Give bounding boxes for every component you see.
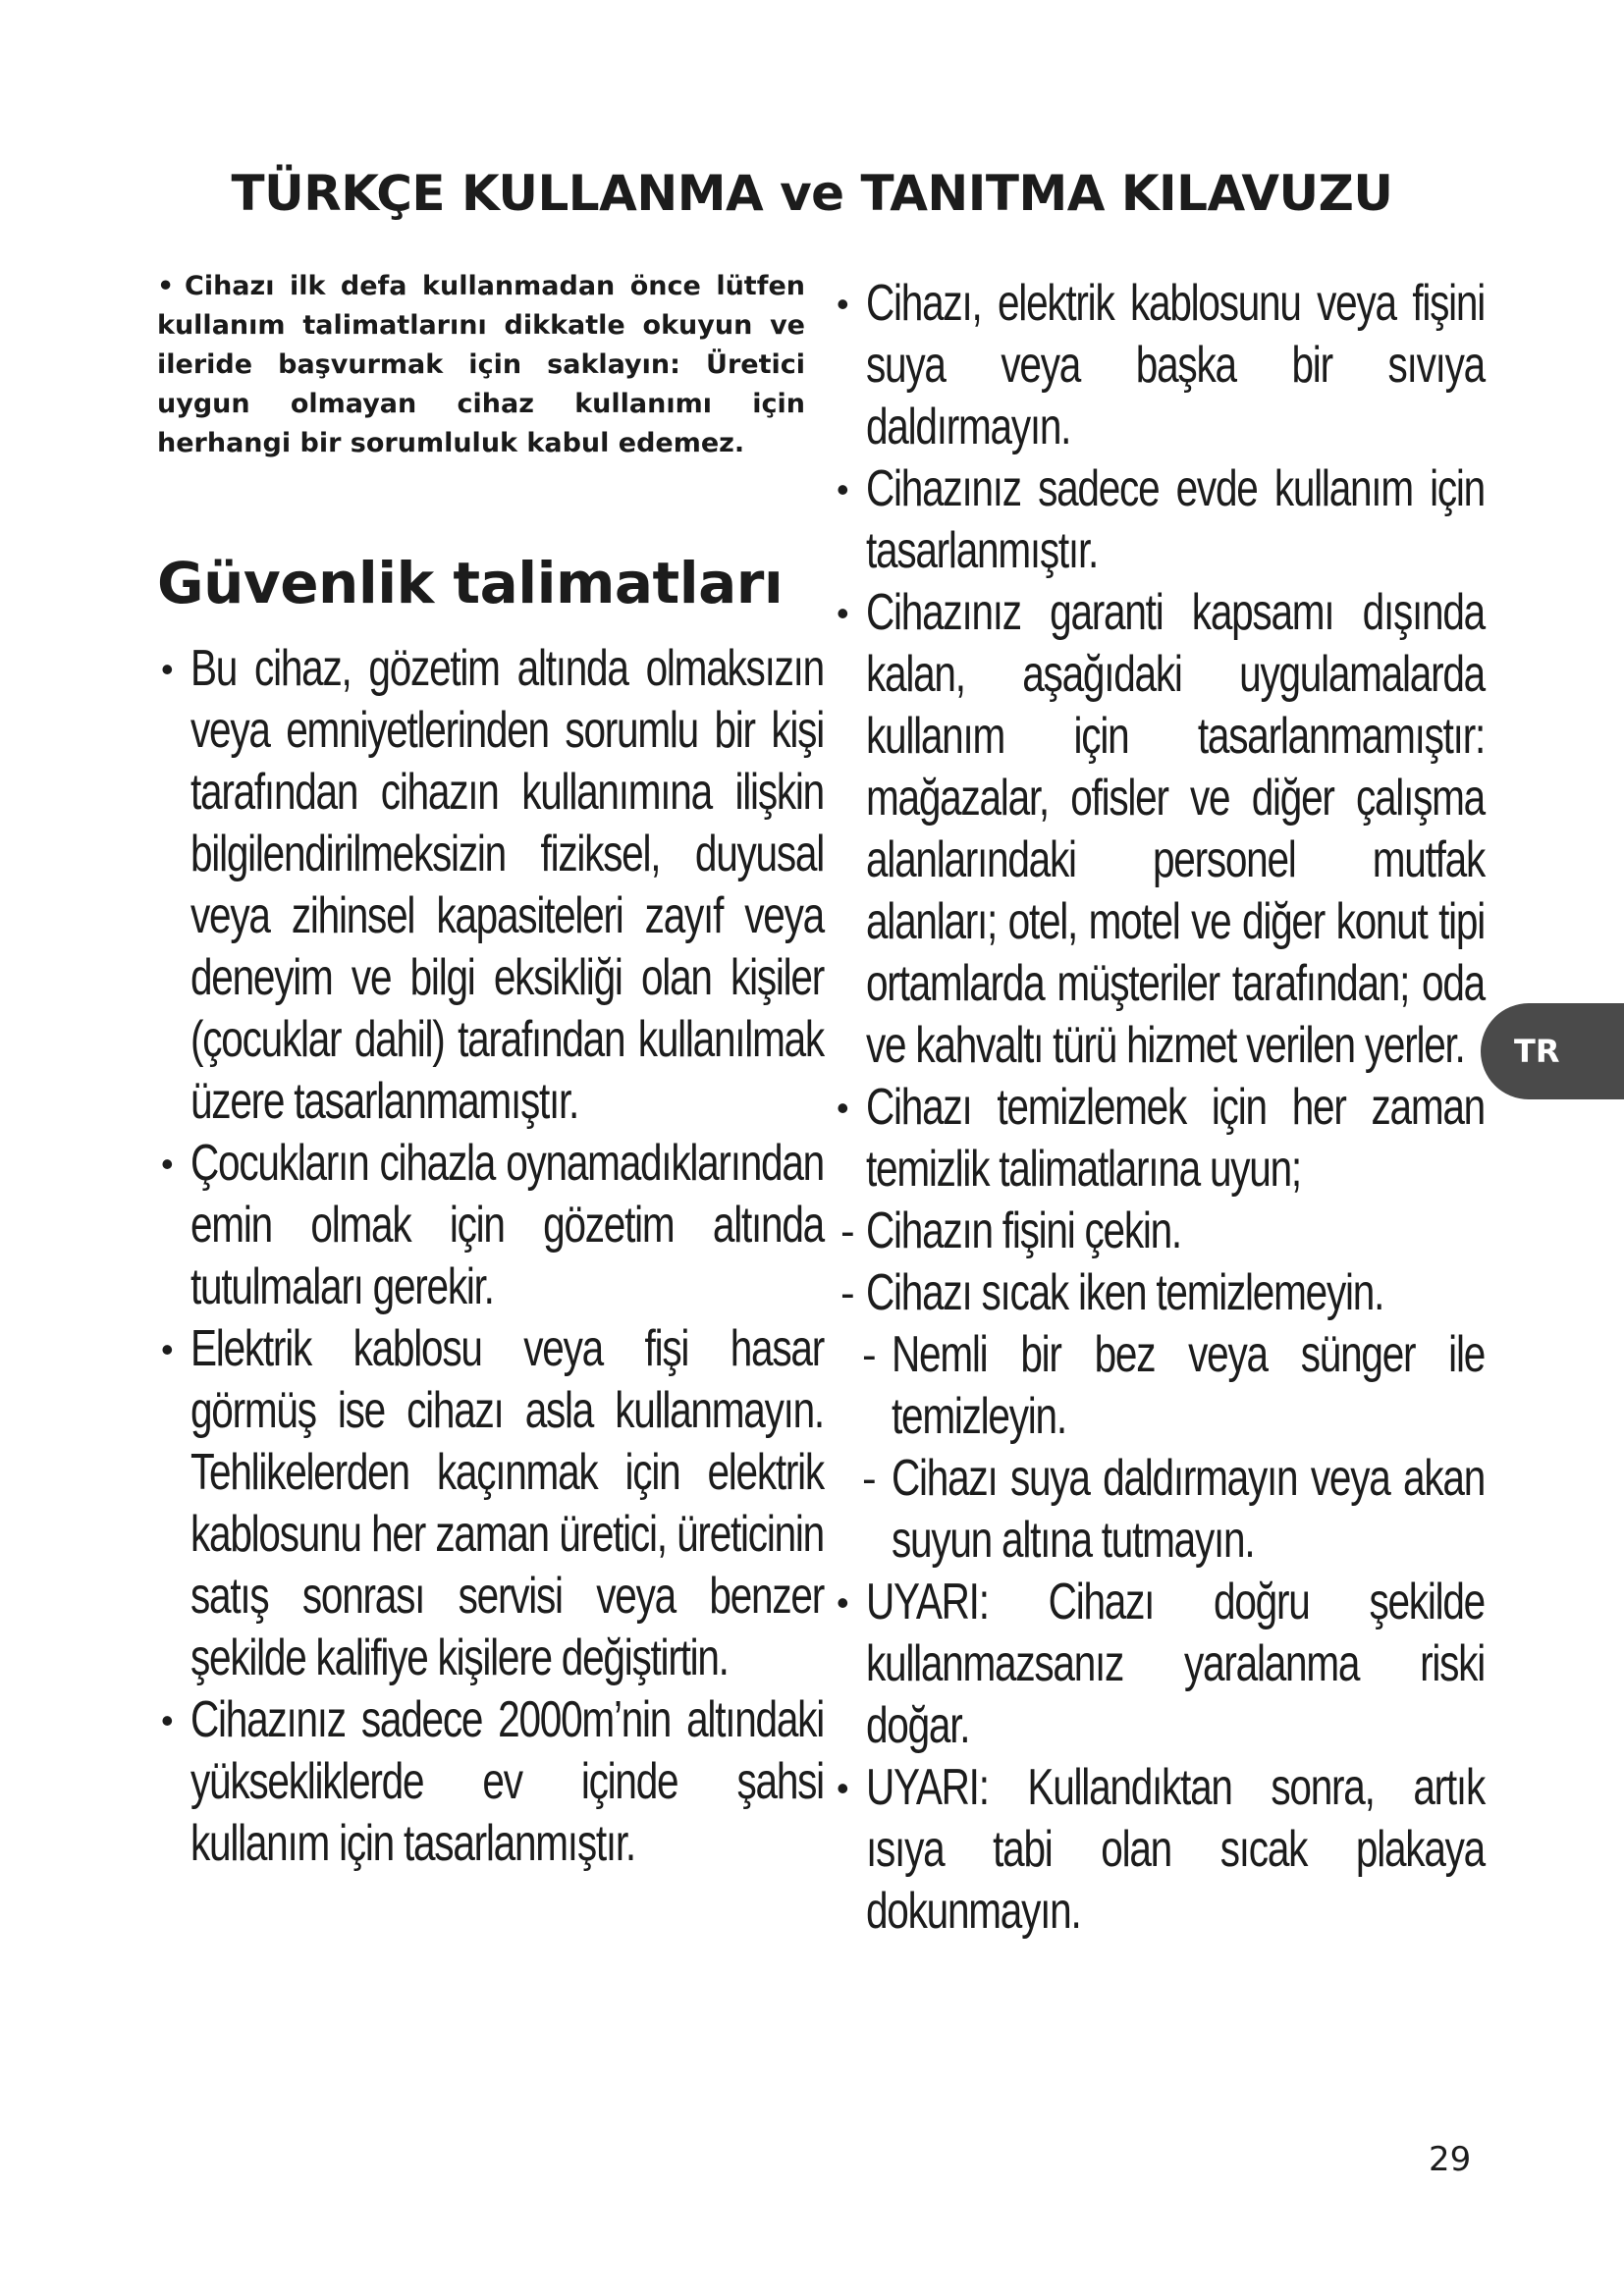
cleaning-step-text: - Cihazı sıcak iken temizlemeyin. [866, 1264, 1384, 1321]
list-item-text: • Bu cihaz, gözetim altında olmaksızın veya emniyetlerinden sorumlu bir kişi tarafından cihazın kullanımına ilişkin bilgilendirilmeksizin fiziksel, duyusal veya zihinsel kapasiteleri zayıf veya deneyim ve bilgi eksikliği olan kişiler (çocuklar dahil) tarafından kullanılmak üzere tasarlanmamıştır. [190, 640, 824, 1130]
intro-paragraph [157, 267, 805, 463]
page-number: 29 [1429, 2140, 1472, 2179]
language-tab: TR [1481, 1003, 1624, 1099]
list-item [157, 1689, 825, 1875]
list-item [833, 1077, 1486, 1201]
warning-text: • UYARI: Cihazı doğru şekilde kullanmazsanız yaralanma riski doğar. [866, 1574, 1485, 1754]
list-item-text: • Cihazınız sadece 2000m’nin altındaki yüksekliklerde ev içinde şahsi kullanım için tasarlanmıştır. [190, 1691, 824, 1872]
safety-list-left [157, 638, 825, 1875]
section-heading: Güvenlik talimatları [157, 550, 784, 616]
cleaning-step [833, 1262, 1486, 1324]
list-item-text: • Cihazınız sadece evde kullanım için tasarlanmıştır. [866, 460, 1485, 579]
cleaning-step [833, 1324, 1486, 1448]
warning-text: • UYARI: Kullandıktan sonra, artık ısıya tabi olan sıcak plakaya dokunmayın. [866, 1759, 1485, 1940]
list-item [157, 1318, 825, 1689]
list-item-text: • Cihazınız garanti kapsamı dışında kalan, aşağıdaki uygulamalarda kullanım için tasarlanmamıştır: mağazalar, ofisler ve diğer çalışma alanlarındaki personel mutfak alanları; otel, motel ve diğer konut tipi ortamlarda müşteriler tarafından; oda ve kahvaltı türü hizmet verilen yerler. [866, 584, 1485, 1074]
warning-item [833, 1757, 1486, 1943]
intro-text: Cihazı ilk defa kullanmadan önce lütfen kullanım talimatlarını dikkatle okuyun ve ileride başvurmak için saklayın: Üretici uygun olmayan cihaz kullanımı için herhangi bir sorumluluk kabul edemez. [157, 271, 805, 458]
list-item [833, 458, 1486, 582]
list-item [157, 638, 825, 1133]
cleaning-step [833, 1201, 1486, 1262]
cleaning-step-text: - Cihazın fişini çekin. [866, 1202, 1181, 1259]
list-item-text: • Cihazı, elektrik kablosunu veya fişini suya veya başka bir sıvıya daldırmayın. [866, 275, 1485, 455]
cleaning-step-text: - Nemli bir bez veya sünger ile temizleyin. [892, 1326, 1486, 1445]
list-item [833, 582, 1486, 1077]
list-item-text: • Çocukların cihazla oynamadıklarından emin olmak için gözetim altında tutulmaları gerekir. [190, 1135, 824, 1315]
safety-list-right [833, 273, 1486, 1943]
list-item [833, 273, 1486, 458]
list-item-text: • Elektrik kablosu veya fişi hasar görmüş ise cihazı asla kullanmayın. Tehlikelerden kaçınmak için elektrik kablosunu her zaman üretici, üreticinin satış sonrası servisi veya benzer şekilde kalifiye kişilere değiştirtin. [190, 1320, 824, 1686]
cleaning-step [833, 1448, 1486, 1572]
page-title: TÜRKÇE KULLANMA ve TANITMA KILAVUZU [231, 165, 1393, 222]
list-item [157, 1133, 825, 1318]
bullet-icon: • [157, 271, 175, 301]
warning-item [833, 1572, 1486, 1757]
cleaning-step-text: - Cihazı suya daldırmayın veya akan suyun altına tutmayın. [892, 1450, 1486, 1569]
list-item-text: • Cihazı temizlemek için her zaman temizlik talimatlarına uyun; [866, 1079, 1485, 1198]
